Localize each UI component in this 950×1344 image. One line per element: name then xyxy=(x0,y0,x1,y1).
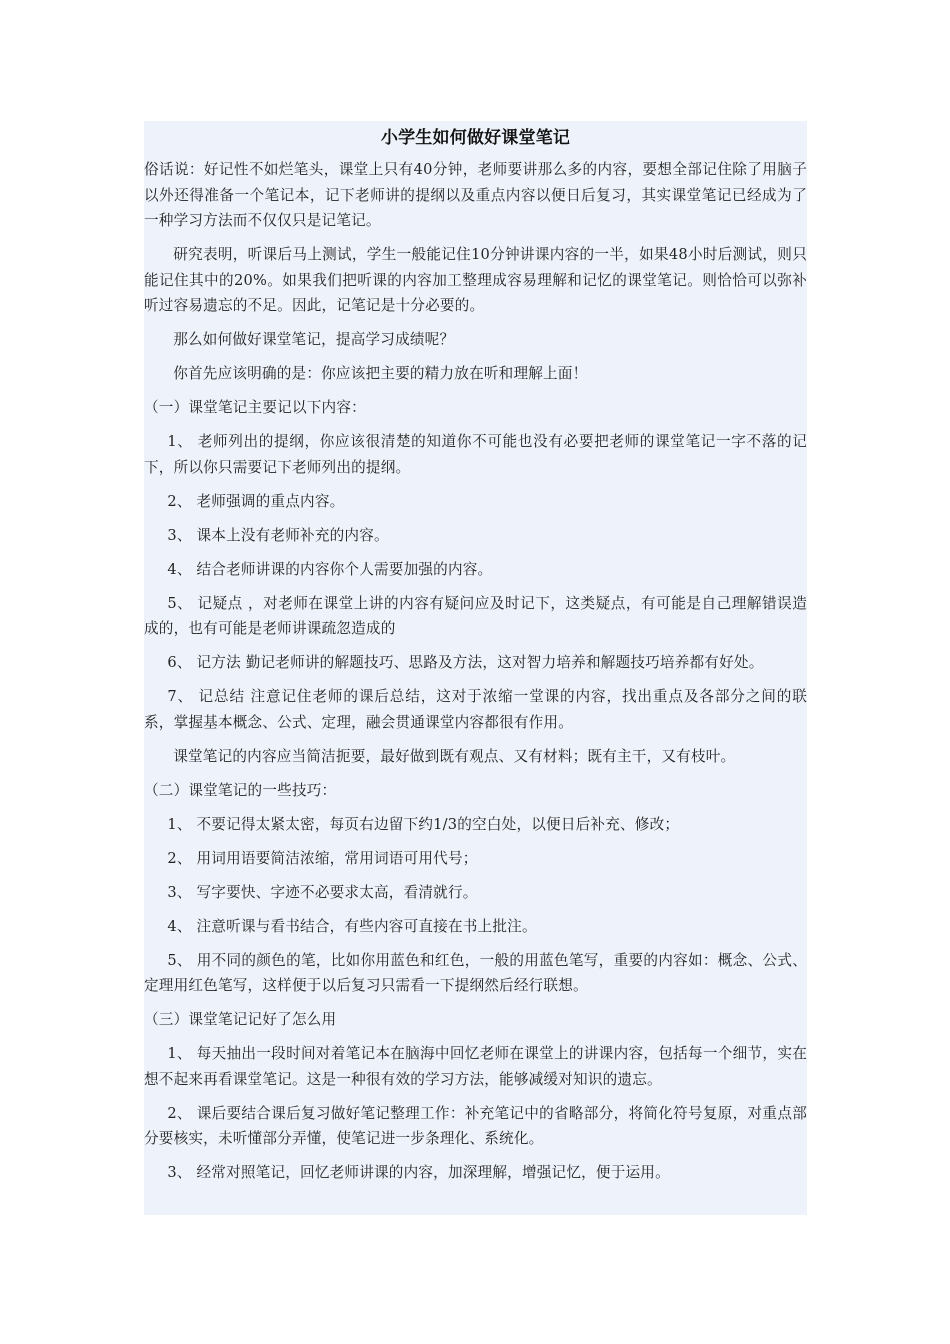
section1-heading: （一）课堂笔记主要记以下内容： xyxy=(144,399,366,416)
first-point-paragraph: 你首先应该明确的是：你应该把主要的精力放在听和理解上面！ xyxy=(173,365,588,382)
section2-heading: （二）课堂笔记的一些技巧： xyxy=(144,781,337,799)
section1-item: 7、 记总结 注意记住老师的课后总结，这对于浓缩一堂课的内容，找出重点及各部分之间的联系，掌握基本概念、公式、定理，融会贯通课堂内容都很有作用。 xyxy=(144,688,807,731)
section2-item: 1、 不要记得太紧太密，每页右边留下约1/3的空白处，以便日后补充、修改； xyxy=(167,815,680,833)
section3-item: 1、 每天抽出一段时间对着笔记本在脑海中回忆老师在课堂上的讲课内容，包括每一个细节，实在想不起来再看课堂笔记。这是一种很有效的学习方法，能够减缓对知识的遗忘。 xyxy=(144,1045,807,1088)
section1-summary: 课堂笔记的内容应当简洁扼要，最好做到既有观点、又有材料；既有主干，又有枝叶。 xyxy=(173,747,736,765)
intro-paragraph: 俗话说：好记性不如烂笔头，课堂上只有40分钟，老师要讲那么多的内容，要想全部记住除了用脑子以外还得准备一个笔记本，记下老师讲的提纲以及重点内容以便日后复习，其实课堂笔记已经成为了一种学习方法而不仅仅只是记笔记。 xyxy=(144,161,807,229)
document-body xyxy=(144,121,807,1215)
section2-item: 3、 写字要快、字迹不必要求太高，看清就行。 xyxy=(167,883,478,901)
section1-item: 2、 老师强调的重点内容。 xyxy=(167,492,345,510)
section1-item: 4、 结合老师讲课的内容你个人需要加强的内容。 xyxy=(167,560,493,578)
section1-item: 5、 记疑点 ，对老师在课堂上讲的内容有疑问应及时记下，这类疑点，有可能是自己理解错误造成的，也有可能是老师讲课疏忽造成的 xyxy=(144,594,807,637)
section3-item: 2、 课后要结合课后复习做好笔记整理工作：补充笔记中的省略部分，将简化符号复原，对重点部分要核实，未听懂部分弄懂，使笔记进一步条理化、系统化。 xyxy=(144,1104,807,1147)
section1-item: 6、 记方法 勤记老师讲的解题技巧、思路及方法，这对智力培养和解题技巧培养都有好处。 xyxy=(167,654,764,671)
section3-item: 3、 经常对照笔记，回忆老师讲课的内容，加深理解，增强记忆，便于运用。 xyxy=(167,1164,670,1181)
section2-item: 4、 注意听课与看书结合，有些内容可直接在书上批注。 xyxy=(167,917,537,935)
research-paragraph: 研究表明，听课后马上测试，学生一般能记住10分钟讲课内容的一半，如果48小时后测试，则只能记住其中的20%。如果我们把听课的内容加工整理成容易理解和记忆的课堂笔记。则恰恰可以弥补听过容易遗忘的不足。因此，记笔记是十分必要的。 xyxy=(144,246,807,314)
section1-item: 1、 老师列出的提纲，你应该很清楚的知道你不可能也没有必要把老师的课堂笔记一字不落的记下，所以你只需要记下老师列出的提纲。 xyxy=(144,433,807,476)
question-paragraph: 那么如何做好课堂笔记，提高学习成绩呢？ xyxy=(173,331,455,348)
section1-item: 3、 课本上没有老师补充的内容。 xyxy=(167,526,389,544)
section3-heading: （三）课堂笔记记好了怎么用 xyxy=(144,1011,337,1028)
section2-item: 5、 用不同的颜色的笔，比如你用蓝色和红色，一般的用蓝色笔写，重要的内容如：概念、公式、定理用红色笔写，这样便于以后复习只需看一下提纲然后经行联想。 xyxy=(144,951,807,994)
document-title: 小学生如何做好课堂笔记 xyxy=(380,128,571,148)
section2-item: 2、 用词用语要简洁浓缩，常用词语可用代号； xyxy=(167,849,478,867)
